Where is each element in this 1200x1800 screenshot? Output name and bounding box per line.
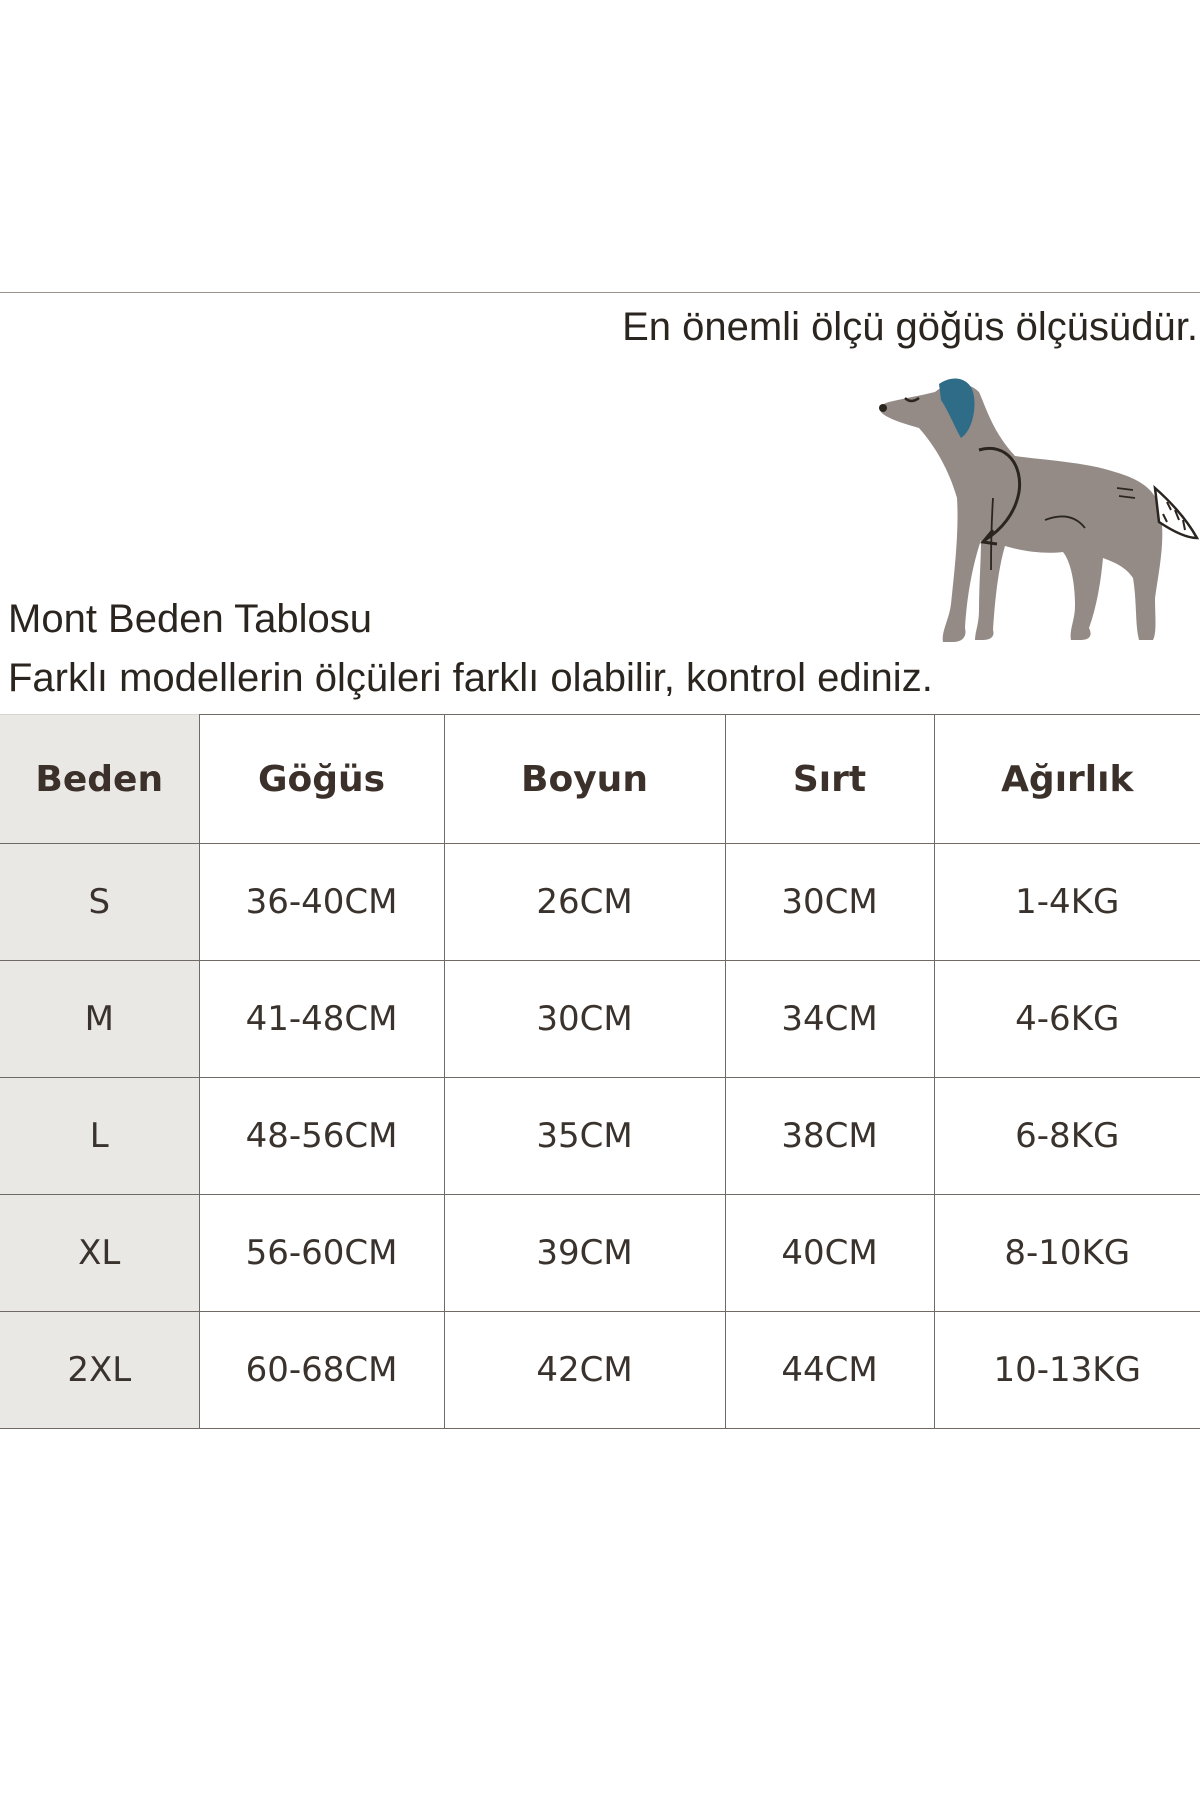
header-gogus: Göğüs <box>199 715 444 844</box>
cell-size: XL <box>0 1195 199 1312</box>
size-table <box>0 714 1200 1429</box>
cell-weight: 4-6KG <box>934 961 1200 1078</box>
cell-chest: 48-56CM <box>199 1078 444 1195</box>
table-header-row <box>0 715 1200 844</box>
cell-chest: 36-40CM <box>199 844 444 961</box>
chart-subtitle: Farklı modellerin ölçüleri farklı olabilir, kontrol ediniz. <box>8 656 933 700</box>
cell-back: 44CM <box>725 1312 934 1429</box>
table-row <box>0 1195 1200 1312</box>
header-sirt: Sırt <box>725 715 934 844</box>
cell-size: S <box>0 844 199 961</box>
header-boyun: Boyun <box>444 715 725 844</box>
cell-neck: 26CM <box>444 844 725 961</box>
cell-weight: 6-8KG <box>934 1078 1200 1195</box>
chart-title: Mont Beden Tablosu <box>8 597 372 641</box>
cell-weight: 8-10KG <box>934 1195 1200 1312</box>
cell-back: 34CM <box>725 961 934 1078</box>
table-row <box>0 961 1200 1078</box>
top-divider <box>0 292 1200 293</box>
cell-neck: 39CM <box>444 1195 725 1312</box>
cell-back: 40CM <box>725 1195 934 1312</box>
cell-size: 2XL <box>0 1312 199 1429</box>
table-row <box>0 1312 1200 1429</box>
dog-chest-measure-icon <box>875 370 1200 650</box>
cell-neck: 30CM <box>444 961 725 1078</box>
table-row <box>0 1078 1200 1195</box>
cell-neck: 35CM <box>444 1078 725 1195</box>
cell-back: 38CM <box>725 1078 934 1195</box>
cell-back: 30CM <box>725 844 934 961</box>
cell-chest: 56-60CM <box>199 1195 444 1312</box>
cell-chest: 60-68CM <box>199 1312 444 1429</box>
cell-size: L <box>0 1078 199 1195</box>
cell-weight: 10-13KG <box>934 1312 1200 1429</box>
cell-weight: 1-4KG <box>934 844 1200 961</box>
cell-size: M <box>0 961 199 1078</box>
table-row <box>0 844 1200 961</box>
header-agirlik: Ağırlık <box>934 715 1200 844</box>
cell-chest: 41-48CM <box>199 961 444 1078</box>
cell-neck: 42CM <box>444 1312 725 1429</box>
measurement-note: En önemli ölçü göğüs ölçüsüdür. <box>622 305 1198 349</box>
header-beden: Beden <box>0 715 199 844</box>
